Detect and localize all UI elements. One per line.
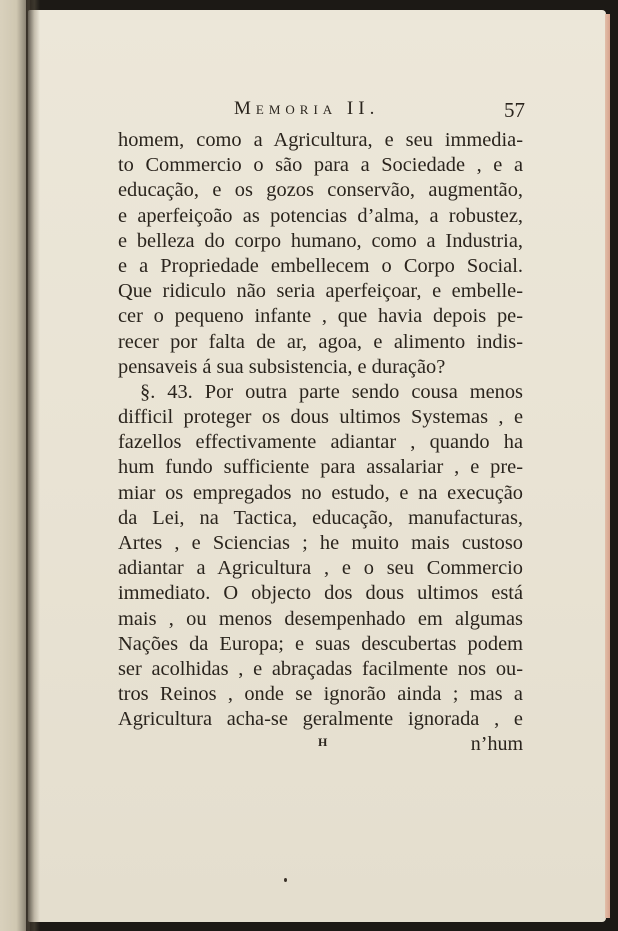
ink-speck bbox=[284, 878, 287, 882]
page-number: 57 bbox=[504, 98, 525, 122]
text-line: Nações da Europa; e suas descubertas podem bbox=[118, 632, 523, 655]
text-line: cer o pequeno infante , que havia depois pe- bbox=[118, 305, 523, 328]
text-line: tros Reinos , onde se ignorão ainda ; mas a bbox=[118, 683, 523, 706]
text-line: educação, e os gozos conservão, augmentão, bbox=[118, 179, 523, 202]
text-line: to Commercio o são para a Sociedade , e a bbox=[118, 154, 523, 177]
text-line: Que ridiculo não seria aperfeiçoar, e embelle- bbox=[118, 280, 523, 303]
gutter-shadow bbox=[26, 0, 40, 931]
text-line: mais , ou menos desempenhado em algumas bbox=[118, 607, 523, 630]
text-line: hum fundo sufficiente para assalariar , e pre- bbox=[118, 456, 523, 479]
page-footer bbox=[118, 733, 523, 759]
text-line: miar os empregados no estudo, e na execução bbox=[118, 481, 523, 504]
text-line: e aperfeiçoão as potencias d’alma, a robustez, bbox=[118, 204, 523, 227]
body-text bbox=[118, 128, 523, 733]
text-line: Artes , e Sciencias ; he muito mais custoso bbox=[118, 532, 523, 554]
text-line: ser acolhidas , e abraçadas facilmente nos ou- bbox=[118, 657, 523, 680]
text-line: da Lei, na Tactica, educação, manufacturas, bbox=[118, 506, 523, 529]
signature-mark: H bbox=[318, 734, 328, 749]
text-line: Agricultura acha-se geralmente ignorada , e bbox=[118, 708, 523, 731]
text-line: pensaveis á sua subsistencia, e duração? bbox=[118, 355, 446, 378]
text-line: homem, como a Agricultura, e seu immedia- bbox=[118, 129, 523, 151]
text-line: recer por falta de ar, agoa, e alimento indis- bbox=[118, 330, 523, 353]
text-line: adiantar a Agricultura , e o seu Commercio bbox=[118, 557, 523, 580]
header-title: Memoria II. bbox=[234, 98, 380, 119]
catchword: n’hum bbox=[470, 732, 523, 755]
text-line: immediato. O objecto dos dous ultimos está bbox=[118, 582, 523, 605]
text-line: e belleza do corpo humano, como a Industria, bbox=[118, 229, 523, 252]
text-line: difficil proteger os dous ultimos Systemas , e bbox=[118, 406, 523, 429]
book-page bbox=[28, 10, 606, 922]
running-header bbox=[118, 98, 523, 128]
text-line: §. 43. Por outra parte sendo cousa menos bbox=[140, 380, 523, 403]
text-line: e a Propriedade embellecem o Corpo Social. bbox=[118, 254, 523, 277]
text-line: fazellos effectivamente adiantar , quando ha bbox=[118, 431, 523, 454]
text-block bbox=[118, 98, 523, 759]
